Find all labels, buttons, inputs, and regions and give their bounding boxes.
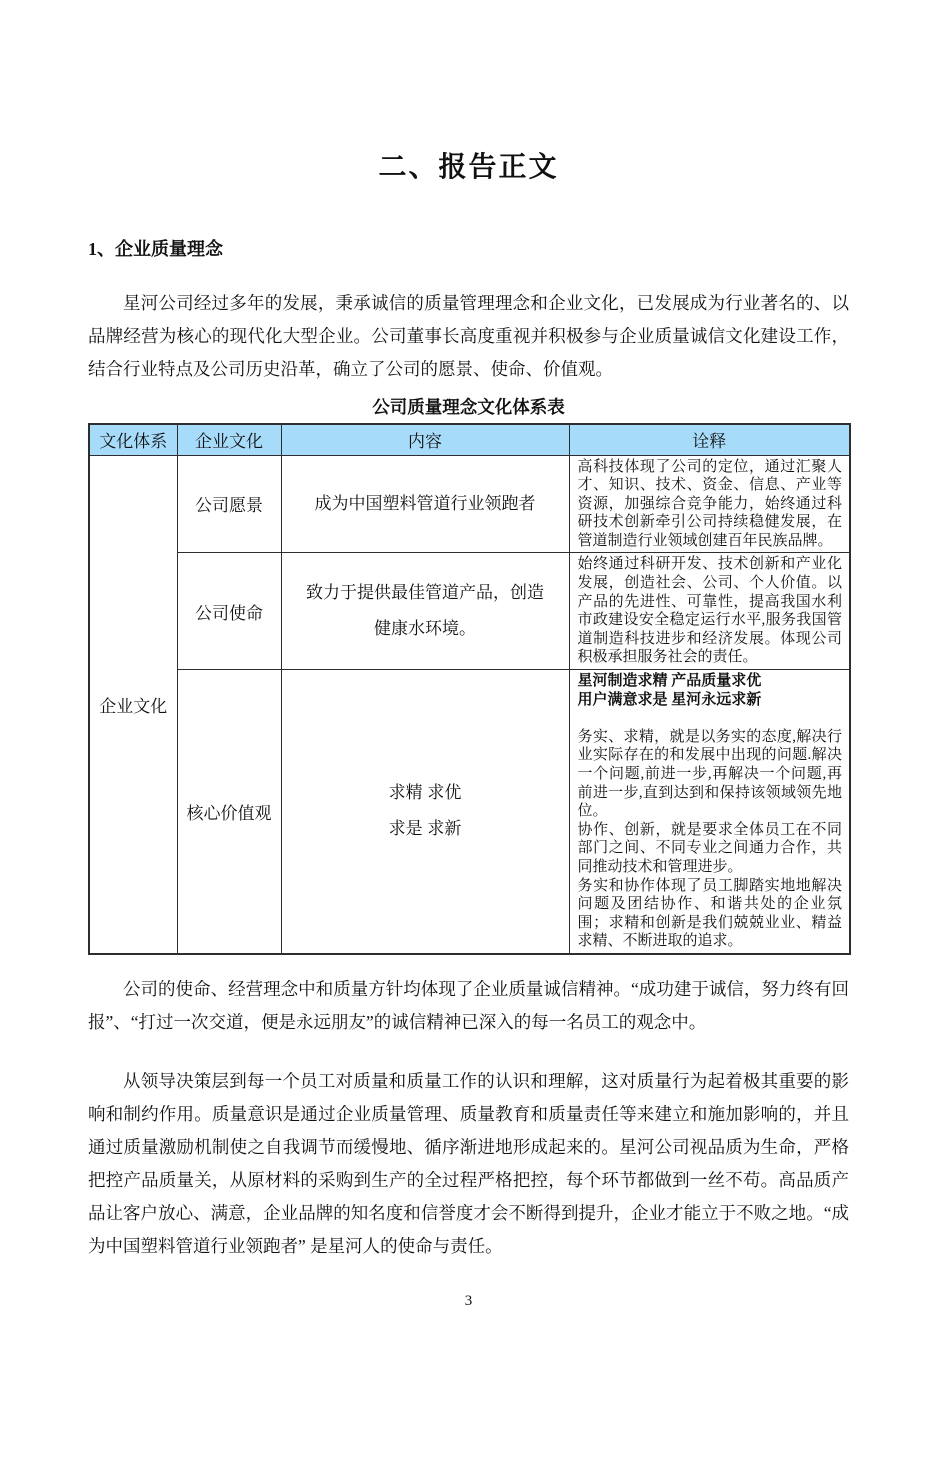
- mission-content-cell: 致力于提供最佳管道产品，创造健康水环境。: [281, 553, 569, 670]
- slogan-line-1: 星河制造求精 产品质量求优: [577, 673, 762, 690]
- core-values-label-cell: 核心价值观: [177, 670, 281, 954]
- page-title: 二、报告正文: [378, 151, 559, 182]
- vision-label-cell: 公司愿景: [177, 455, 281, 553]
- table-header-row: [89, 424, 850, 455]
- interpretation-paragraph-2: 协作、创新，就是要求全体员工在不同部门之间、不同专业之间通力合作，共同推动技术和管理进步。: [577, 821, 842, 875]
- intro-paragraph: 星河公司经过多年的发展，秉承诚信的质量管理理念和企业文化，已发展成为行业著名的、以品牌经营为核心的现代化大型企业。公司董事长高度重视并积极参与企业质量诚信文化建设工作，结合行业特点及公司历史沿革，确立了公司的愿景、使命、价值观。: [88, 293, 849, 379]
- column-header-interpretation: 诠释: [569, 424, 850, 455]
- slogan-line-2: 用户满意求是 星河永远求新: [577, 691, 762, 708]
- mission-interpretation-cell: 始终通过科研开发、技术创新和产业化发展，创造社会、公司、个人价值。以产品的先进性、可靠性，提高我国水利市政建设安全稳定运行水平,服务我国管道制造科技进步和经济发展。体现公司积极承担服务社会的责任。: [569, 553, 850, 670]
- vision-content-cell: 成为中国塑料管道行业领跑者: [281, 455, 569, 553]
- table-row-core-values: [89, 670, 850, 954]
- core-values-line-2: 求是 求新: [388, 819, 462, 839]
- document-page: [0, 145, 937, 1310]
- page-number: 3: [464, 1292, 473, 1309]
- table-row-mission: [89, 553, 850, 670]
- table-caption: 公司质量理念文化体系表: [372, 397, 565, 417]
- core-values-content-cell: [281, 670, 569, 954]
- mission-label-cell: 公司使命: [177, 553, 281, 670]
- table-row-vision: [89, 455, 850, 553]
- quality-culture-table: [88, 423, 851, 955]
- integrity-paragraph: 公司的使命、经营理念中和质量方针均体现了企业质量诚信精神。“成功建于诚信，努力终有回报”、“打过一次交道，便是永远朋友”的诚信精神已深入的每一名员工的观念中。: [88, 978, 849, 1032]
- interpretation-paragraph-1: 务实、求精，就是以务实的态度,解决行业实际存在的和发展中出现的问题.解决一个问题,前进一步,再解决一个问题,再前进一步,直到达到和保持该领域领先地位。: [577, 728, 842, 820]
- core-values-interpretation-cell: [569, 670, 850, 954]
- column-header-enterprise-culture: 企业文化: [177, 424, 281, 455]
- merged-cell-enterprise-culture: 企业文化: [89, 455, 177, 954]
- column-header-content: 内容: [281, 424, 569, 455]
- column-header-culture-system: 文化体系: [89, 424, 177, 455]
- quality-awareness-paragraph: 从领导决策层到每一个员工对质量和质量工作的认识和理解，这对质量行为起着极其重要的影响和制约作用。质量意识是通过企业质量管理、质量教育和质量责任等来建立和施加影响的，并且通过质量激励机制使之自我调节而缓慢地、循序渐进地形成起来的。星河公司视品质为生命，严格把控产品质量关，从原材料的采购到生产的全过程严格把控，每个环节都做到一丝不苟。高品质产品让客户放心、满意，企业品牌的知名度和信誉度才会不断得到提升，企业才能立于不败之地。“成为中国塑料管道行业领跑者” 是星河人的使命与责任。: [88, 1070, 849, 1256]
- vision-interpretation-cell: 高科技体现了公司的定位，通过汇聚人才、知识、技术、资金、信息、产业等资源，加强综合竞争能力，始终通过科研技术创新牵引公司持续稳健发展，在管道制造行业领域创建百年民族品牌。: [569, 455, 850, 553]
- interpretation-paragraph-3: 务实和协作体现了员工脚踏实地地解决问题及团结协作、和谐共处的企业氛围；求精和创新是我们兢兢业业、精益求精、不断进取的追求。: [577, 877, 842, 950]
- section-heading: 1、企业质量理念: [88, 239, 223, 259]
- core-values-line-1: 求精 求优: [388, 783, 462, 803]
